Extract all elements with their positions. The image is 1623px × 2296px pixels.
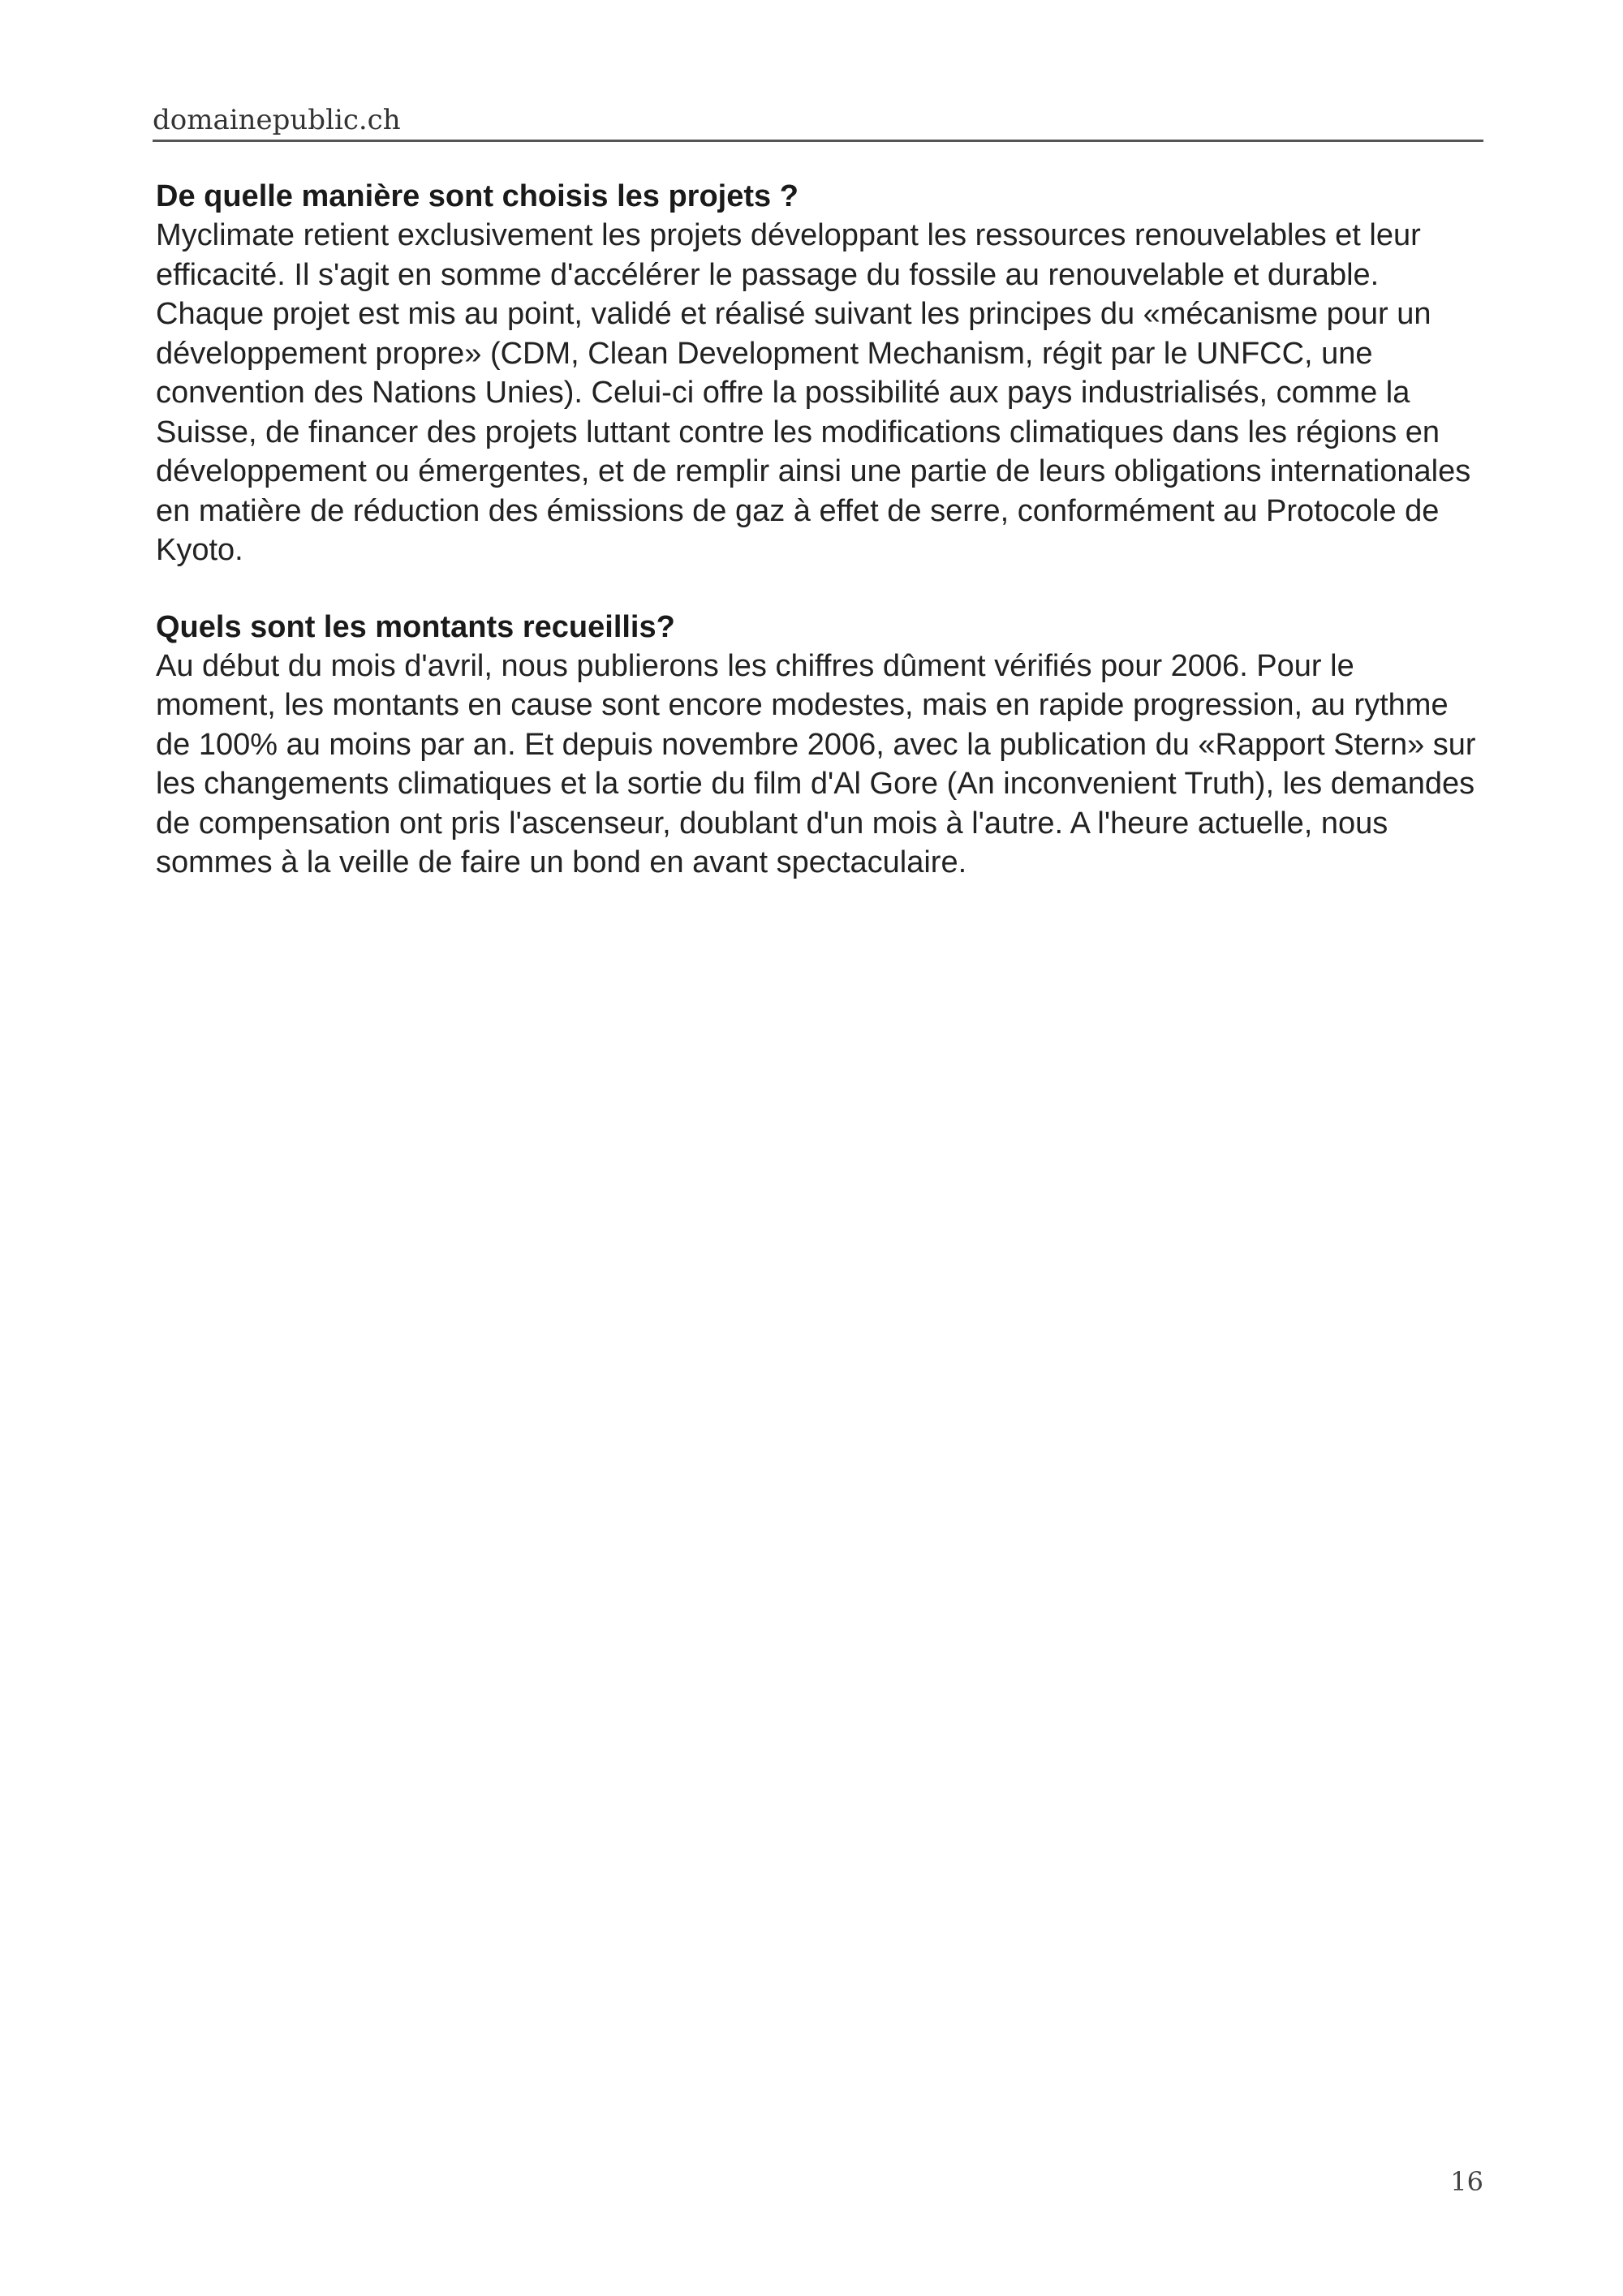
document-content [156,177,1480,920]
section-paragraph: Myclimate retient exclusivement les projets développant les ressources renouvelables et leur efficacité. Il s'agit en somme d'accélérer le passage du fossile au renouvelable et durable. Chaque projet est mis au point, validé et réalisé suivant les principes du «mécanisme pour un développement propre» (CDM, Clean Development Mechanism, régit par le UNFCC, une convention des Nations Unies). Celui-ci offre la possibilité aux pays industrialisés, comme la Suisse, de financer des projets luttant contre les modifications climatiques dans les régions en développement ou émergentes, et de remplir ainsi une partie de leurs obligations internationales en matière de réduction des émissions de gaz à effet de serre, conformément au Protocole de Kyoto. [156,218,1471,567]
site-name: domainepublic.ch [153,104,401,136]
page-number: 16 [1450,2166,1483,2197]
section-amounts-collected [156,608,1480,883]
section-project-selection [156,177,1480,570]
section-paragraph: Au début du mois d'avril, nous publierons les chiffres dûment vérifiés pour 2006. Pour le moment, les montants en cause sont encore modestes, mais en rapide progression, au rythme de 100% au moins par an. Et depuis novembre 2006, avec la publication du «Rapport Stern» sur les changements climatiques et la sortie du film d'Al Gore (An inconvenient Truth), les demandes de compensation ont pris l'ascenseur, doublant d'un mois à l'autre. A l'heure actuelle, nous sommes à la veille de faire un bond en avant spectaculaire. [156,648,1476,879]
page-header [153,97,1483,142]
section-heading: Quels sont les montants recueillis? [156,609,675,644]
section-heading: De quelle manière sont choisis les projets ? [156,179,799,213]
